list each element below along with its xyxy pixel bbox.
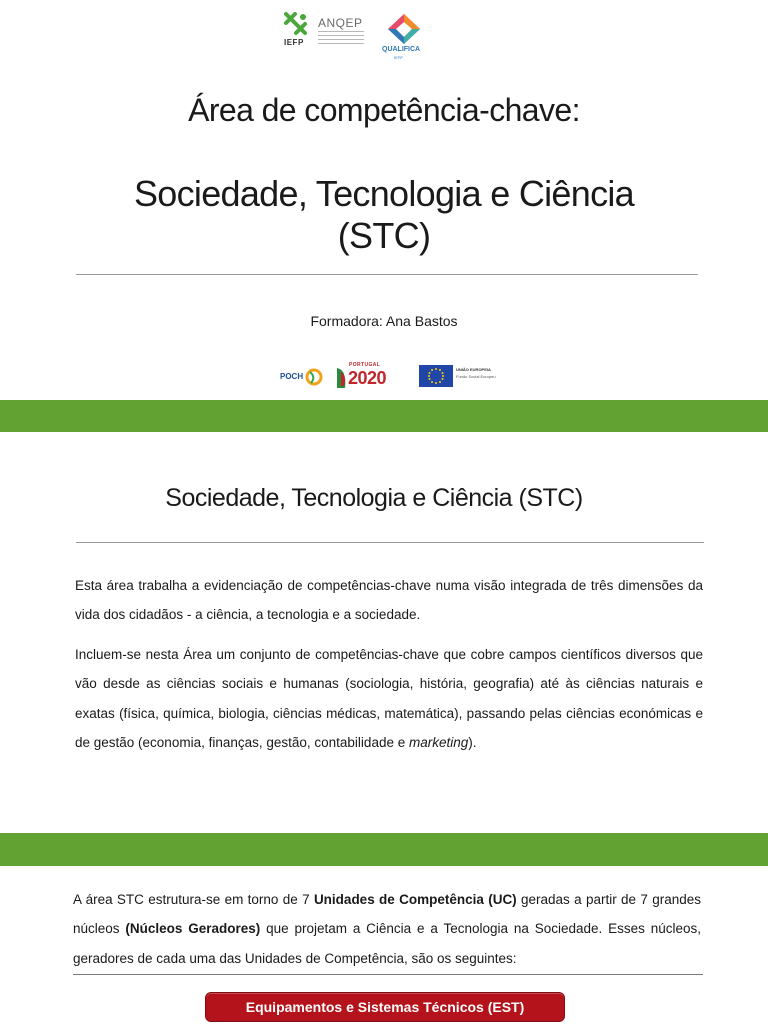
main-title-line1: Sociedade, Tecnologia e Ciência [133, 173, 634, 214]
iefp-logo-text: IEFP [284, 38, 304, 47]
marketing-term: marketing [408, 734, 469, 750]
slide-stc-structure [0, 866, 768, 1024]
main-title [0, 173, 768, 257]
section-title: Sociedade, Tecnologia e Ciência (STC) [165, 484, 583, 512]
centro-qualifica-logo [384, 12, 424, 60]
poch-logo [280, 366, 324, 388]
portugal-2020-logo [335, 362, 409, 390]
title-divider [76, 274, 698, 275]
area-title: Área de competência-chave: [188, 92, 580, 128]
uc-term: Unidades de Competência (UC) [313, 892, 517, 907]
qualifica-logo-sub: IEFP [394, 55, 403, 60]
portugal-label: PORTUGAL [349, 362, 381, 368]
slide-title [0, 0, 768, 400]
structure-text-3: que projetam a Ciência e a Tecnologia na Sociedade. Esses núcleos, geradores de cada uma das Unidades de Competência, são os seguintes: [73, 921, 701, 966]
slide-separator-band [0, 833, 768, 866]
section-divider [76, 542, 704, 543]
intro-paragraph: Esta área trabalha a evidenciação de competências-chave numa visão integrada de três dimensões da vida dos cidadãos - a ciência, a tecnologia e a sociedade. [75, 578, 703, 623]
header-logos [282, 12, 442, 62]
anqep-logo [318, 16, 378, 50]
scope-paragraph [75, 640, 703, 757]
eu-name: UNIÃO EUROPEIA [456, 367, 491, 372]
slide-separator-band [0, 400, 768, 432]
iefp-logo [282, 12, 312, 50]
scope-paragraph-end: ). [468, 734, 477, 750]
structure-text-1: A área STC estrutura-se em torno de 7 [73, 892, 314, 907]
eu-stars-icon [419, 365, 453, 387]
poch-swirl-icon [280, 366, 324, 388]
eu-flag-icon [419, 365, 453, 387]
poch-logo-text: POCH [280, 372, 304, 381]
funding-logos [280, 362, 496, 390]
structure-paragraph [73, 885, 701, 973]
iefp-icon [282, 12, 312, 38]
trainer-name: Formadora: Ana Bastos [310, 313, 458, 329]
structure-divider [73, 974, 703, 975]
qualifica-diamond-icon [384, 12, 424, 46]
scope-paragraph-text: Incluem-se nesta Área um conjunto de competências-chave que cobre campos científicos diversos que vão desde as ciências sociais e humanas (sociologia, história, geografia) até às ciências naturais e exatas (física, química, biologia, ciências médicas, matemática), passando pelas ciências económicas e de gestão (economia, finanças, gestão, contabilidade e [75, 647, 703, 750]
year-2020-label: 2020 [348, 368, 387, 388]
nucleos-term: (Núcleos Geradores) [125, 921, 261, 937]
anqep-logo-text: ANQEP [318, 16, 363, 30]
qualifica-logo-text: QUALIFICA [382, 46, 421, 53]
eu-fund: Fundo Social Europeu [456, 374, 496, 379]
est-button[interactable]: Equipamentos e Sistemas Técnicos (EST) [205, 992, 565, 1022]
portugal-flag-icon [335, 366, 349, 390]
anqep-subtitle [318, 31, 364, 45]
slide-stc-intro [0, 432, 768, 832]
main-title-line2: (STC) [337, 215, 431, 256]
structure-text-2: geradas a partir de 7 grandes núcleos [73, 892, 701, 937]
